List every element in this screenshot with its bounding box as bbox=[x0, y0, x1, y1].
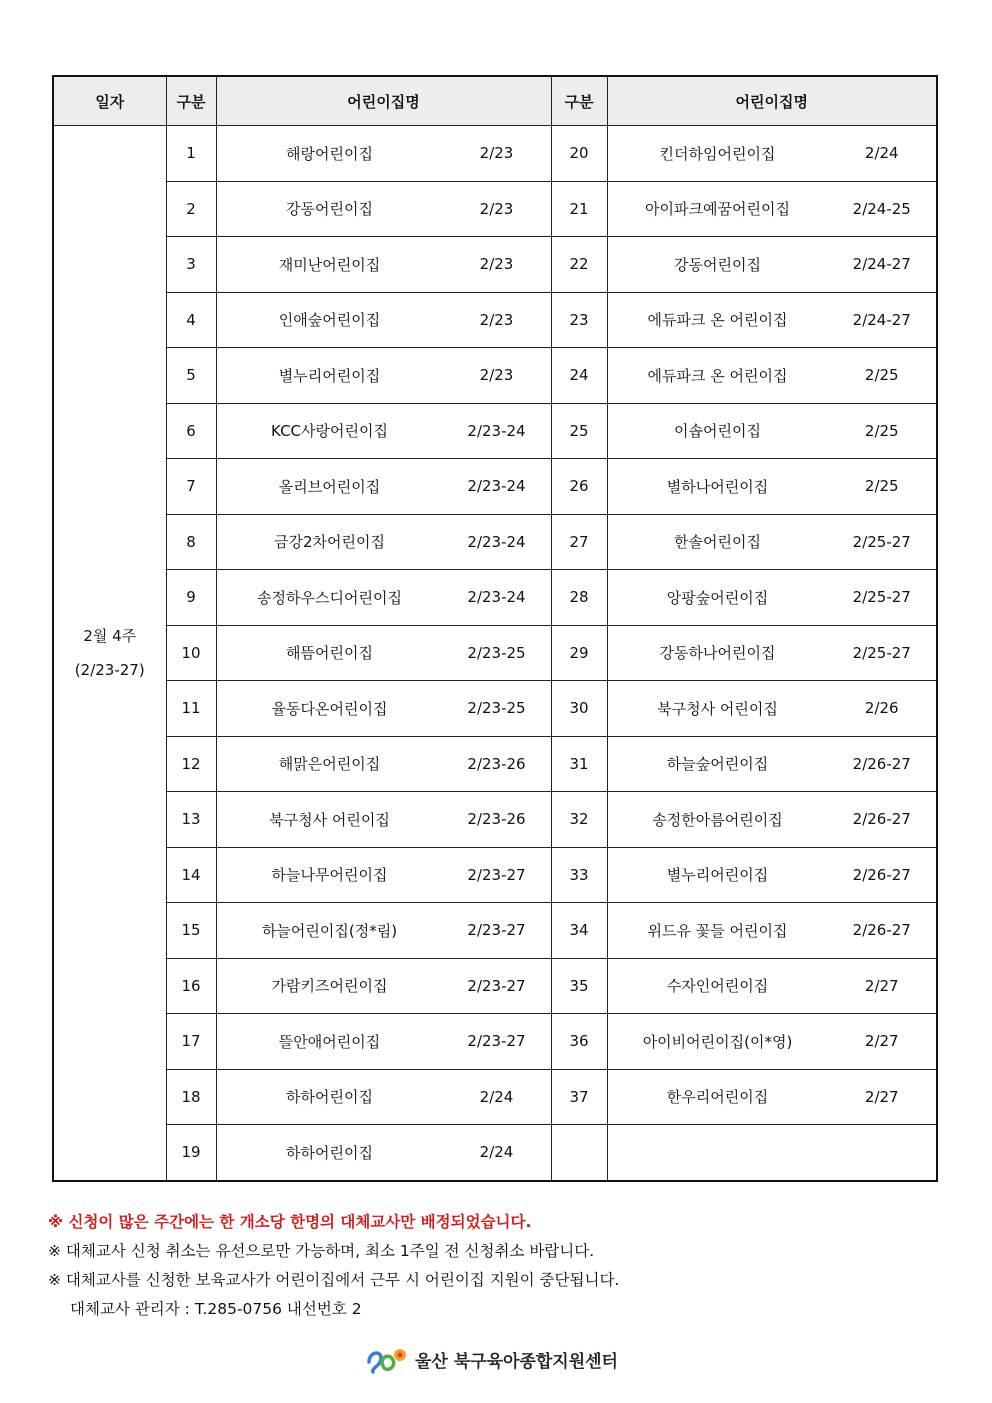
table-row bbox=[53, 736, 937, 792]
table-row bbox=[53, 847, 937, 903]
header-name-right: 어린이집명 bbox=[607, 76, 937, 126]
daycare-name: 해맑은어린이집 bbox=[278, 755, 381, 774]
left-daycare-cell bbox=[216, 681, 551, 737]
row-number-right: 30 bbox=[551, 681, 607, 737]
footer bbox=[365, 1344, 618, 1374]
row-number-left: 11 bbox=[166, 681, 216, 737]
notes bbox=[48, 1208, 619, 1324]
row-number-left: 13 bbox=[166, 792, 216, 848]
right-daycare-cell bbox=[607, 514, 937, 570]
right-daycare-cell bbox=[607, 736, 937, 792]
daycare-dates: 2/23 bbox=[479, 310, 514, 329]
daycare-dates: 2/24-25 bbox=[852, 199, 911, 218]
daycare-dates: 2/26 bbox=[864, 699, 899, 718]
daycare-name: 뜰안애어린이집 bbox=[278, 1032, 381, 1051]
daycare-name: 해랑어린이집 bbox=[286, 144, 373, 163]
note-suspension: ※ 대체교사를 신청한 보육교사가 어린이집에서 근무 시 어린이집 지원이 중단됩니다. bbox=[48, 1271, 620, 1289]
left-daycare-cell bbox=[216, 514, 551, 570]
daycare-name: 한솔어린이집 bbox=[674, 533, 761, 552]
left-daycare-cell bbox=[216, 736, 551, 792]
left-daycare-cell bbox=[216, 237, 551, 293]
row-number-right: 35 bbox=[551, 958, 607, 1014]
right-daycare-cell bbox=[607, 1125, 937, 1181]
note-priority-warning: ※ 신청이 많은 주간에는 한 개소당 한명의 대체교사만 배정되었습니다. bbox=[48, 1213, 532, 1231]
daycare-dates: 2/27 bbox=[864, 1032, 899, 1051]
right-daycare-cell bbox=[607, 958, 937, 1014]
table-row bbox=[53, 1069, 937, 1125]
daycare-name: 별누리어린이집 bbox=[278, 366, 381, 385]
daycare-name: 앙팡숲어린이집 bbox=[666, 588, 769, 607]
daycare-name: 에듀파크 온 어린이집 bbox=[647, 366, 788, 385]
daycare-dates: 2/23-27 bbox=[467, 1032, 526, 1051]
daycare-dates: 2/26-27 bbox=[852, 754, 911, 773]
daycare-name: 강동어린이집 bbox=[286, 200, 373, 219]
table-row bbox=[53, 1014, 937, 1070]
row-number-right: 23 bbox=[551, 292, 607, 348]
daycare-dates: 2/25 bbox=[864, 421, 899, 440]
daycare-dates: 2/23-25 bbox=[467, 643, 526, 662]
right-daycare-cell bbox=[607, 292, 937, 348]
daycare-name: 가람키즈어린이집 bbox=[271, 977, 388, 996]
table-row bbox=[53, 570, 937, 626]
right-daycare-cell bbox=[607, 903, 937, 959]
daycare-name: 강동하나어린이집 bbox=[659, 644, 776, 663]
daycare-name: 재미난어린이집 bbox=[278, 255, 381, 274]
daycare-dates: 2/27 bbox=[864, 976, 899, 995]
row-number-left: 17 bbox=[166, 1014, 216, 1070]
daycare-dates: 2/23-24 bbox=[467, 421, 526, 440]
table-row bbox=[53, 625, 937, 681]
table-row bbox=[53, 1125, 937, 1181]
daycare-dates: 2/25 bbox=[864, 477, 899, 496]
row-number-right: 28 bbox=[551, 570, 607, 626]
daycare-dates: 2/24 bbox=[864, 144, 899, 163]
daycare-dates: 2/24 bbox=[479, 1087, 514, 1106]
row-number-right: 25 bbox=[551, 403, 607, 459]
right-daycare-cell bbox=[607, 181, 937, 237]
table-row bbox=[53, 292, 937, 348]
header-no-right: 구분 bbox=[551, 76, 607, 126]
row-number-right bbox=[551, 1125, 607, 1181]
daycare-dates: 2/26-27 bbox=[852, 865, 911, 884]
table-row bbox=[53, 903, 937, 959]
left-daycare-cell bbox=[216, 181, 551, 237]
daycare-dates: 2/23-27 bbox=[467, 921, 526, 940]
left-daycare-cell bbox=[216, 348, 551, 404]
daycare-name: 율동다온어린이집 bbox=[271, 699, 388, 718]
daycare-dates: 2/23-27 bbox=[467, 865, 526, 884]
daycare-name: 킨더하임어린이집 bbox=[659, 144, 776, 163]
table-row bbox=[53, 181, 937, 237]
daycare-name: 한우리어린이집 bbox=[666, 1088, 769, 1107]
daycare-dates: 2/23-24 bbox=[467, 588, 526, 607]
daycare-name: 하늘나무어린이집 bbox=[271, 866, 388, 885]
note-cancellation: ※ 대체교사 신청 취소는 유선으로만 가능하며, 최소 1주일 전 신청취소 바랍니다. bbox=[48, 1242, 595, 1260]
right-daycare-cell bbox=[607, 570, 937, 626]
header-date: 일자 bbox=[53, 76, 166, 126]
daycare-name: KCC사랑어린이집 bbox=[271, 422, 388, 441]
row-number-left: 18 bbox=[166, 1069, 216, 1125]
daycare-dates: 2/25 bbox=[864, 366, 899, 385]
right-daycare-cell bbox=[607, 126, 937, 182]
daycare-name: 하하어린이집 bbox=[286, 1088, 373, 1107]
row-number-right: 22 bbox=[551, 237, 607, 293]
row-number-left: 5 bbox=[166, 348, 216, 404]
right-daycare-cell bbox=[607, 1069, 937, 1125]
daycare-name: 송정하우스디어린이집 bbox=[257, 588, 402, 607]
daycare-dates: 2/25-27 bbox=[852, 588, 911, 607]
right-daycare-cell bbox=[607, 847, 937, 903]
left-daycare-cell bbox=[216, 292, 551, 348]
daycare-dates: 2/23-24 bbox=[467, 477, 526, 496]
row-number-right: 31 bbox=[551, 736, 607, 792]
left-daycare-cell bbox=[216, 847, 551, 903]
daycare-name: 위드유 꽃들 어린이집 bbox=[647, 921, 788, 940]
row-number-left: 2 bbox=[166, 181, 216, 237]
daycare-dates: 2/24-27 bbox=[852, 310, 911, 329]
daycare-name: 송정한아름어린이집 bbox=[652, 810, 783, 829]
table-row bbox=[53, 514, 937, 570]
row-number-left: 1 bbox=[166, 126, 216, 182]
row-number-left: 9 bbox=[166, 570, 216, 626]
left-daycare-cell bbox=[216, 403, 551, 459]
table-row bbox=[53, 459, 937, 515]
left-daycare-cell bbox=[216, 625, 551, 681]
period-week: 2월 4주 bbox=[83, 626, 137, 645]
table-row bbox=[53, 792, 937, 848]
daycare-name: 인애숲어린이집 bbox=[278, 311, 381, 330]
left-daycare-cell bbox=[216, 570, 551, 626]
daycare-dates: 2/25-27 bbox=[852, 532, 911, 551]
row-number-left: 19 bbox=[166, 1125, 216, 1181]
daycare-name: 강동어린이집 bbox=[674, 255, 761, 274]
period-range: (2/23-27) bbox=[74, 660, 145, 679]
row-number-right: 27 bbox=[551, 514, 607, 570]
row-number-right: 26 bbox=[551, 459, 607, 515]
daycare-name: 아이비어린이집(이*영) bbox=[642, 1032, 793, 1051]
center-logo-icon bbox=[365, 1344, 409, 1374]
note-contact: 대체교사 관리자 : T.285-0756 내선번호 2 bbox=[70, 1300, 362, 1318]
daycare-dates: 2/23-25 bbox=[467, 699, 526, 718]
daycare-name: 수자인어린이집 bbox=[666, 977, 769, 996]
right-daycare-cell bbox=[607, 459, 937, 515]
daycare-name: 하하어린이집 bbox=[286, 1143, 373, 1162]
row-number-left: 15 bbox=[166, 903, 216, 959]
daycare-dates: 2/23-26 bbox=[467, 754, 526, 773]
row-number-right: 33 bbox=[551, 847, 607, 903]
row-number-left: 3 bbox=[166, 237, 216, 293]
table-row bbox=[53, 681, 937, 737]
row-number-right: 20 bbox=[551, 126, 607, 182]
right-daycare-cell bbox=[607, 681, 937, 737]
daycare-name: 하늘어린이집(정*림) bbox=[261, 921, 398, 940]
row-number-right: 36 bbox=[551, 1014, 607, 1070]
daycare-name: 올리브어린이집 bbox=[278, 477, 381, 496]
daycare-dates: 2/23-26 bbox=[467, 810, 526, 829]
row-number-right: 37 bbox=[551, 1069, 607, 1125]
right-daycare-cell bbox=[607, 348, 937, 404]
daycare-name: 금강2차어린이집 bbox=[274, 533, 385, 552]
daycare-name: 에듀파크 온 어린이집 bbox=[647, 311, 788, 330]
row-number-left: 4 bbox=[166, 292, 216, 348]
row-number-left: 6 bbox=[166, 403, 216, 459]
row-number-left: 16 bbox=[166, 958, 216, 1014]
daycare-name: 하늘숲어린이집 bbox=[666, 755, 769, 774]
table-row bbox=[53, 403, 937, 459]
daycare-name: 이솝어린이집 bbox=[674, 422, 761, 441]
header-no-left: 구분 bbox=[166, 76, 216, 126]
left-daycare-cell bbox=[216, 792, 551, 848]
org-name: 울산 북구육아종합지원센터 bbox=[415, 1351, 618, 1372]
daycare-name: 별누리어린이집 bbox=[666, 866, 769, 885]
header-name-left: 어린이집명 bbox=[216, 76, 551, 126]
daycare-dates: 2/23 bbox=[479, 366, 514, 385]
row-number-left: 8 bbox=[166, 514, 216, 570]
daycare-dates: 2/23-27 bbox=[467, 976, 526, 995]
daycare-dates: 2/23 bbox=[479, 199, 514, 218]
daycare-name: 북구청사 어린이집 bbox=[657, 699, 778, 718]
daycare-dates: 2/26-27 bbox=[852, 921, 911, 940]
daycare-dates: 2/26-27 bbox=[852, 810, 911, 829]
right-daycare-cell bbox=[607, 1014, 937, 1070]
daycare-dates: 2/23-24 bbox=[467, 532, 526, 551]
table-row bbox=[53, 348, 937, 404]
table-row bbox=[53, 237, 937, 293]
row-number-left: 10 bbox=[166, 625, 216, 681]
right-daycare-cell bbox=[607, 237, 937, 293]
left-daycare-cell bbox=[216, 1014, 551, 1070]
daycare-dates: 2/24-27 bbox=[852, 255, 911, 274]
daycare-name: 북구청사 어린이집 bbox=[269, 810, 390, 829]
row-number-left: 14 bbox=[166, 847, 216, 903]
right-daycare-cell bbox=[607, 403, 937, 459]
right-daycare-cell bbox=[607, 625, 937, 681]
daycare-dates: 2/27 bbox=[864, 1087, 899, 1106]
row-number-left: 12 bbox=[166, 736, 216, 792]
daycare-dates: 2/23 bbox=[479, 144, 514, 163]
left-daycare-cell bbox=[216, 126, 551, 182]
daycare-name: 해뜸어린이집 bbox=[286, 644, 373, 663]
row-number-right: 34 bbox=[551, 903, 607, 959]
daycare-dates: 2/24 bbox=[479, 1143, 514, 1162]
row-number-right: 29 bbox=[551, 625, 607, 681]
left-daycare-cell bbox=[216, 958, 551, 1014]
daycare-name: 아이파크예꿈어린이집 bbox=[645, 200, 790, 219]
left-daycare-cell bbox=[216, 459, 551, 515]
table-header-row bbox=[53, 76, 937, 126]
left-daycare-cell bbox=[216, 903, 551, 959]
left-daycare-cell bbox=[216, 1069, 551, 1125]
table-row bbox=[53, 958, 937, 1014]
left-daycare-cell bbox=[216, 1125, 551, 1181]
daycare-dates: 2/23 bbox=[479, 255, 514, 274]
right-daycare-cell bbox=[607, 792, 937, 848]
row-number-left: 7 bbox=[166, 459, 216, 515]
row-number-right: 24 bbox=[551, 348, 607, 404]
row-number-right: 32 bbox=[551, 792, 607, 848]
daycare-name: 별하나어린이집 bbox=[666, 477, 769, 496]
daycare-dates: 2/25-27 bbox=[852, 643, 911, 662]
row-number-right: 21 bbox=[551, 181, 607, 237]
period-cell bbox=[53, 126, 166, 1181]
substitute-teacher-schedule-table bbox=[52, 75, 938, 1182]
table-row bbox=[53, 126, 937, 182]
table-body bbox=[53, 126, 937, 1181]
